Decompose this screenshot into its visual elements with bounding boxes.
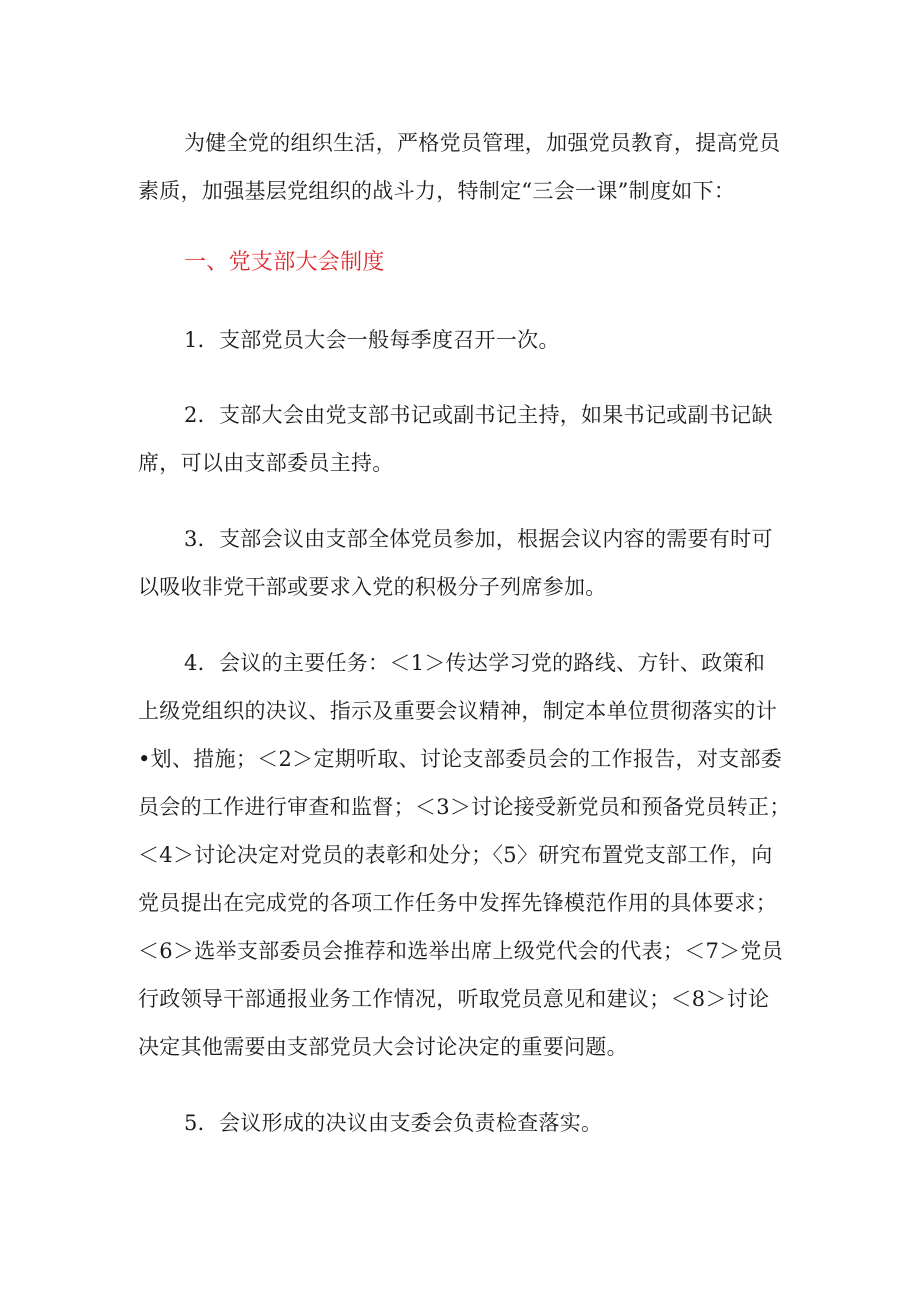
item-4-line-4: 员会的工作进行审查和监督；＜3＞讨论接受新党员和预备党员转正； — [138, 795, 791, 819]
item-3-line-1: 3．支部会议由支部全体党员参加，根据会议内容的需要有时可 — [184, 527, 773, 551]
item-2-line-1: 2．支部大会由党支部书记或副书记主持，如果书记或副书记缺 — [184, 403, 773, 427]
item-4-line-3: •划、措施；＜2＞定期听取、讨论支部委员会的工作报告，对支部委 — [138, 747, 783, 771]
item-4-line-8: 行政领导干部通报业务工作情况，听取党员意见和建议；＜8＞讨论 — [138, 987, 770, 1011]
item-2-line-2: 席，可以由支部委员主持。 — [138, 451, 394, 475]
item-4-line-7: ＜6＞选举支部委员会推荐和选举出席上级党代会的代表；＜7＞党员 — [138, 939, 784, 963]
item-4-line-1: 4．会议的主要任务：＜1＞传达学习党的路线、方针、政策和 — [184, 651, 766, 675]
item-4-line-9: 决定其他需要由支部党员大会讨论决定的重要问题。 — [138, 1035, 628, 1059]
item-5-line-1: 5．会议形成的决议由支委会负责检查落实。 — [184, 1111, 603, 1135]
section-heading: 一、党支部大会制度 — [184, 250, 385, 275]
item-4-line-2: 上级党组织的决议、指示及重要会议精神，制定本单位贯彻落实的计 — [138, 699, 777, 723]
intro-line-1: 为健全党的组织生活，严格党员管理，加强党员教育，提高党员 — [184, 131, 781, 155]
item-1-line-1: 1．支部党员大会一般每季度召开一次。 — [184, 328, 560, 352]
intro-line-2: 素质，加强基层党组织的战斗力，特制定“三会一课”制度如下： — [138, 179, 736, 203]
item-3-line-2: 以吸收非党干部或要求入党的积极分子列席参加。 — [138, 575, 607, 599]
item-4-line-5: ＜4＞讨论决定对党员的表彰和处分；〈5〉研究布置党支部工作，向 — [138, 843, 773, 867]
item-4-line-6: 党员提出在完成党的各项工作任务中发挥先锋模范作用的具体要求； — [138, 891, 777, 915]
